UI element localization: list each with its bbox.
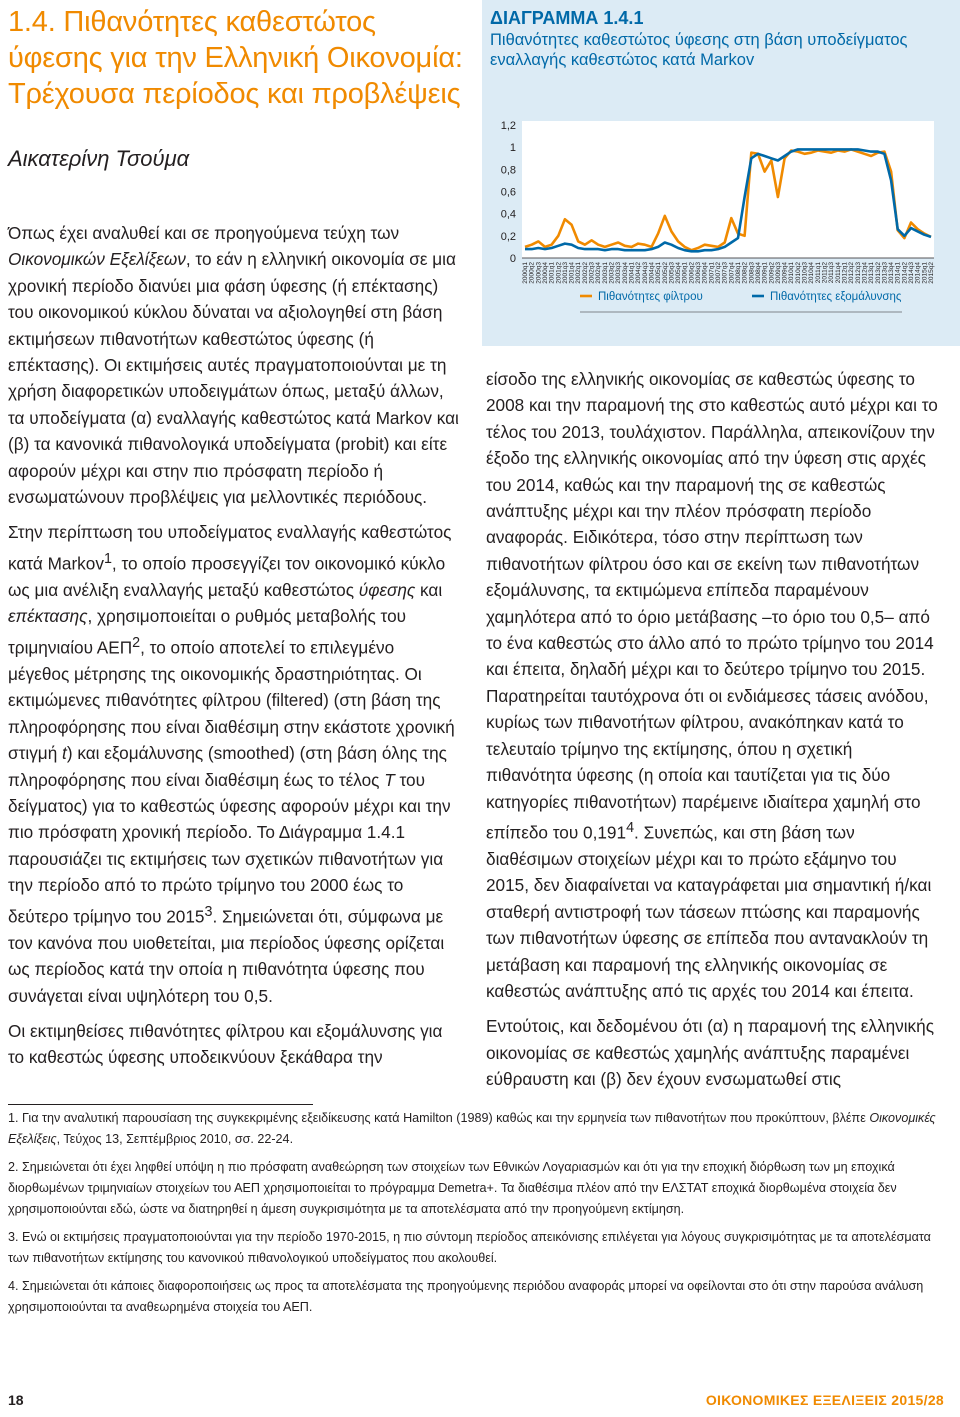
x-tick-label: 2000q2 (528, 262, 536, 284)
footnote-ref: 1 (103, 550, 112, 567)
x-tick-label: 2014q4 (914, 262, 922, 284)
italic-text: επέκτασης (8, 606, 88, 627)
chart-label: ΔΙΑΓΡΑΜΜΑ 1.4.1 (490, 8, 644, 28)
text-span: , το εάν η ελληνική οικονομία σε μια χρονική περίοδο διανύει μια φάση ύφεσης (ή επέκτασης) του οικονομικού κύκλου δύναται να αξιολογηθεί στη βάση εκτιμήσεων πιθανοτήτων καθεστώτος ύφεσης (ή επέκτασης). Οι εκτιμήσεις αυτές πραγματοποιούνται με τη χρήση διαφορετικών υποδειγμάτων όπως, μεταξύ άλλων, τα υποδείγματα (α) εναλλαγής καθεστώτος κατά Markov και (β) τα κανονικά πιθανολογικά υποδείγματα (probit) και είτε αφορούν μέχρι και στην πιο πρόσφατη περίοδο ή ενσωματώνουν προβλέψεις για μελλοντικές περιόδους. (8, 249, 459, 508)
x-tick-label: 2009q4 (781, 262, 789, 284)
x-tick-label: 2001q4 (568, 262, 576, 284)
x-tick-label: 2003q3 (615, 262, 623, 284)
article-title (8, 4, 478, 112)
text-span: και (415, 580, 443, 601)
x-tick-label: 2005q1 (655, 262, 663, 284)
title-line: Τρέχουσα περίοδος και προβλέψεις (8, 78, 461, 110)
y-tick-label: 0,2 (500, 230, 516, 243)
footnote: 3. Ενώ οι εκτιμήσεις πραγματοποιούνται για την περίοδο 1970-2015, η πιο σύντομη περίοδος απεικόνισης επιλέγεται για λόγους συγκρισιμότητας με τα αποτελέσματα των πιθανοτήτων εκτίμησης του κανονικού πιθανολογικού υποδείγματος που ακολουθεί. (8, 1230, 931, 1265)
x-tick-label: 2000q3 (535, 262, 543, 284)
x-tick-label: 2002q4 (595, 262, 603, 284)
text-span: 1. Για την αναλυτική παρουσίαση της συγκεκριμένης εξειδίκευσης κατά Hamilton (1989) καθώς και την ερμηνεία των πιθανοτήτων που προκύπτουν, βλέπε (8, 1111, 870, 1125)
x-tick-label: 2008q2 (741, 262, 749, 284)
title-line: ύφεσης για την Ελληνική Οικονομία: (8, 42, 463, 74)
text-span: είσοδο της ελληνικής οικονομίας σε καθεστώς ύφεσης το 2008 και την παραμονή της στο καθεστώς αυτό μέχρι και το τέλος του 2013, τουλάχιστον. Παράλληλα, απεικονίζουν την έξοδο της ελληνικής οικονομίας από την ύφεση στις αρχές του 2014, καθώς και την παραμονή της σε καθεστώς ανάπτυξης μέχρι και την πλέον πρόσφατη περίοδο αναφοράς. Ειδικότερα, τόσο στην περίπτωση των πιθανοτήτων φίλτρου όσο και σε εκείνη των πιθανοτήτων εξομάλυνσης, τα εκτιμώμενα επίπεδα παραμένουν χαμηλότερα από το όριο μετάβασης –το όριο του 0,5– από το ένα καθεστώς στο άλλο από το πρώτο τρίμηνο του 2014 και έπειτα, δηλαδή μέχρι και το δεύτερο τρίμηνο του 2015. Παρατηρείται ταυτόχρονα ότι οι ενδιάμεσες τάσεις ανόδου, κυρίως των πιθανοτήτων φίλτρου, ανακόπηκαν κατά το τελευταίο τρίμηνο της εκτίμησης, όπου η σχετική πιθανότητα ύφεσης (η οποία και ταυτίζεται για τις δύο κατηγορίες πιθανοτήτων) παρέμεινε ιδιαίτερα χαμηλή στο επίπεδο του 0,191 (486, 369, 938, 843)
x-tick-label: 2000q4 (541, 262, 549, 284)
x-tick-label: 2007q2 (715, 262, 723, 284)
x-tick-label: 2001q1 (548, 262, 556, 284)
footnote: 4. Σημειώνεται ότι κάποιες διαφοροποιήσεις ως προς τα αποτελέσματα της προηγούμενης περιόδου αναφοράς μπορεί να οφείλονται στο ότι στην παρούσα ανάλυση χρησιμοποιούνται τα αναθεωρημένα στοιχεία του ΑΕΠ. (8, 1279, 924, 1314)
x-tick-label: 2003q4 (621, 262, 629, 284)
italic-text: ύφεσης (358, 580, 416, 601)
x-tick-label: 2007q1 (708, 262, 716, 284)
x-tick-label: 2015q2 (928, 262, 935, 284)
paragraph (486, 366, 938, 1004)
text-span: , Τεύχος 13, Σεπτέμβριος 2010, σσ. 22-24. (56, 1132, 294, 1146)
footnote-ref: 4 (626, 819, 635, 836)
italic-text: T (384, 769, 395, 790)
x-tick-label: 2004q3 (641, 262, 649, 284)
plot-area (522, 121, 934, 258)
y-tick-label: 1,2 (500, 120, 516, 132)
x-tick-label: 2006q4 (701, 262, 709, 284)
x-tick-label: 2003q2 (608, 262, 616, 284)
x-tick-label: 2012q3 (854, 262, 862, 284)
x-tick-label: 2011q2 (821, 262, 829, 284)
x-tick-label: 2011q1 (814, 262, 822, 284)
recession-probability-chart (482, 0, 960, 346)
x-tick-label: 2013q2 (874, 262, 882, 284)
x-tick-label: 2005q4 (675, 262, 683, 284)
x-tick-label: 2003q1 (601, 262, 609, 284)
text-span: , το οποίο προσεγγίζει τον οικονομικό κύκλο ως μια ανέλιξη εναλλαγής μεταξύ καθεστώτος (8, 553, 446, 601)
x-tick-label: 2009q3 (774, 262, 782, 284)
italic-text: t (62, 743, 67, 764)
text-span: , το οποίο αποτελεί το επιλεγμένο μέγεθος μέτρησης της οικονομικής δραστηριότητας. Οι εκτιμώμενες πιθανότητες φίλτρου (filtered) (στη βάση της πληροφόρησης που είναι διαθέσιμη στην εκάστοτε χρονική στιγμή (8, 637, 455, 764)
x-tick-label: 2007q4 (728, 262, 736, 284)
legend-label: Πιθανότητες φίλτρου (598, 291, 703, 303)
text-span: . Σημειώνεται ότι, σύμφωνα με τον κανόνα που υιοθετείται, μια περίοδος ύφεσης ορίζεται ως περίοδος κατά την οποία η πιθανότητα ύφεσης που συνάγεται είναι υψηλότερη του 0,5. (8, 906, 445, 1006)
x-tick-label: 2006q1 (681, 262, 689, 284)
footnote: 2. Σημειώνεται ότι έχει ληφθεί υπόψη η πιο πρόσφατη αναθεώρηση των στοιχείων των Εθνικών Λογαριασμών και ότι για την εποχική διόρθωση των μη εποχικά διορθωμένων τριμηνιαίων στοιχείων του ΑΕΠ χρησιμοποιείται το πρόγραμμα Demetra+. Τα διαθέσιμα πλέον από την ΕΛΣΤΑΤ εποχικά διορθωμένα στοιχεία δεν χρησιμοποιούνται εδώ, ώστε να διατηρηθεί η άμεση συγκρισιμότητα με τα αποτελέσματα από την προηγούμενη εκτίμηση. (8, 1160, 897, 1216)
x-tick-label: 2009q1 (761, 262, 769, 284)
x-tick-label: 2008q1 (734, 262, 742, 284)
title-line: 1.4. Πιθανότητες καθεστώτος (8, 6, 376, 38)
chart-title: Πιθανότητες καθεστώτος ύφεσης στη βάση υποδείγματος εναλλαγής καθεστώτος κατά Markov (490, 31, 908, 69)
left-column (8, 220, 460, 1080)
footnote-ref: 2 (132, 634, 141, 651)
x-tick-label: 2001q2 (555, 262, 563, 284)
x-tick-label: 2010q2 (794, 262, 802, 284)
text-span: ) και εξομάλυνσης (smoothed) (στη βάση όλης της πληροφόρησης που είναι διαθέσιμη έως το τέλος (8, 743, 447, 790)
x-tick-label: 2010q3 (801, 262, 809, 284)
x-tick-label: 2000q1 (522, 262, 529, 284)
x-tick-label: 2004q1 (628, 262, 636, 284)
footnote (8, 1108, 952, 1150)
text-span: του δείγματος) για το καθεστώς ύφεσης αφορούν μέχρι και την πιο πρόσφατη χρονική περίοδο. Το Διάγραμμα 1.4.1 παρουσιάζει τις εκτιμήσεις των σχετικών πιθανοτήτων για την περίοδο από το πρώτο τρίμηνο του 2000 έως το δεύτερο τρίμηνο του 2015 (8, 769, 451, 927)
x-tick-label: 2011q4 (834, 262, 842, 284)
text-span: Στην περίπτωση του υποδείγματος εναλλαγής καθεστώτος κατά Markov (8, 522, 452, 574)
text-span: . Συνεπώς, και στη βάση των διαθέσιμων στοιχείων μέχρι και το πρώτο εξάμηνο του 2015, δεν διαφαίνεται να καταγράφεται μια σημαντική ή/και σταθερή αντιστροφή των τάσεων πτώσης και παραμονής των πιθανοτήτων ύφεσης σε επίπεδα που αντανακλούν τη μετάβαση και παραμονή της ελληνικής οικονομίας σε καθεστώς ανάπτυξης από τις αρχές του 2014 και έπειτα. (486, 822, 932, 1002)
x-tick-label: 2004q4 (648, 262, 656, 284)
x-tick-label: 2012q4 (861, 262, 869, 284)
x-tick-label: 2009q2 (768, 262, 776, 284)
x-tick-label: 2014q2 (901, 262, 909, 284)
x-tick-label: 2010q4 (808, 262, 816, 284)
legend-label: Πιθανότητες εξομάλυνσης (770, 291, 902, 303)
x-tick-label: 2012q1 (841, 262, 849, 284)
y-tick-label: 0,6 (500, 186, 516, 199)
x-tick-label: 2010q1 (788, 262, 796, 284)
x-tick-label: 2002q1 (575, 262, 583, 284)
paragraph (8, 519, 460, 1009)
paragraph: Εντούτοις, και δεδομένου ότι (α) η παραμονή της ελληνικής οικονομίας σε καθεστώς χαμηλής ανάπτυξης παραμένει εύθραυστη και (β) δεν έχουν ενσωματωθεί στις (486, 1016, 934, 1090)
y-tick-label: 0,8 (500, 164, 516, 177)
x-tick-label: 2001q3 (561, 262, 569, 284)
x-tick-label: 2005q2 (661, 262, 669, 284)
x-tick-label: 2005q3 (668, 262, 676, 284)
text-span: , χρησιμοποιείται ο ρυθμός μεταβολής του τριμηνιαίου ΑΕΠ (8, 606, 407, 658)
x-tick-label: 2014q3 (908, 262, 916, 284)
x-tick-label: 2013q1 (868, 262, 876, 284)
x-tick-label: 2002q3 (588, 262, 596, 284)
italic-text: Οικονομικών Εξελίξεων (8, 249, 186, 270)
publication-name: ΟΙΚΟΝΟΜΙΚΕΣ ΕΞΕΛΙΞΕΙΣ 2015/28 (705, 1392, 944, 1408)
paragraph (8, 220, 460, 510)
x-tick-label: 2013q3 (881, 262, 889, 284)
x-tick-label: 2012q2 (848, 262, 856, 284)
footnote-divider (8, 1104, 313, 1105)
x-tick-label: 2004q2 (635, 262, 643, 284)
x-tick-label: 2002q2 (581, 262, 589, 284)
chart-panel (482, 0, 960, 346)
paragraph: Οι εκτιμηθείσες πιθανότητες φίλτρου και εξομάλυνσης για το καθεστώς ύφεσης υποδεικνύουν ξεκάθαρα την (8, 1020, 443, 1068)
right-column (486, 366, 938, 1102)
x-tick-label: 2007q3 (721, 262, 729, 284)
author-name: Αικατερίνη Τσούμα (8, 146, 190, 171)
x-tick-label: 2013q4 (888, 262, 896, 284)
y-tick-label: 0 (509, 253, 516, 265)
x-tick-label: 2006q2 (688, 262, 696, 284)
page-number: 18 (8, 1392, 24, 1408)
italic-text: Οικονομικές Εξελίξεις (8, 1111, 936, 1146)
y-tick-label: 1 (509, 142, 516, 155)
x-tick-label: 2014q1 (894, 262, 902, 284)
x-tick-label: 2015q1 (921, 262, 929, 284)
y-tick-label: 0,4 (500, 208, 516, 221)
text-span: Όπως έχει αναλυθεί και σε προηγούμενα τεύχη των (8, 223, 400, 243)
footnotes (8, 1108, 952, 1325)
x-tick-label: 2006q3 (695, 262, 703, 284)
x-tick-label: 2011q3 (828, 262, 836, 284)
footnote-ref: 3 (204, 903, 213, 920)
x-tick-label: 2008q4 (754, 262, 762, 284)
x-tick-label: 2008q3 (748, 262, 756, 284)
